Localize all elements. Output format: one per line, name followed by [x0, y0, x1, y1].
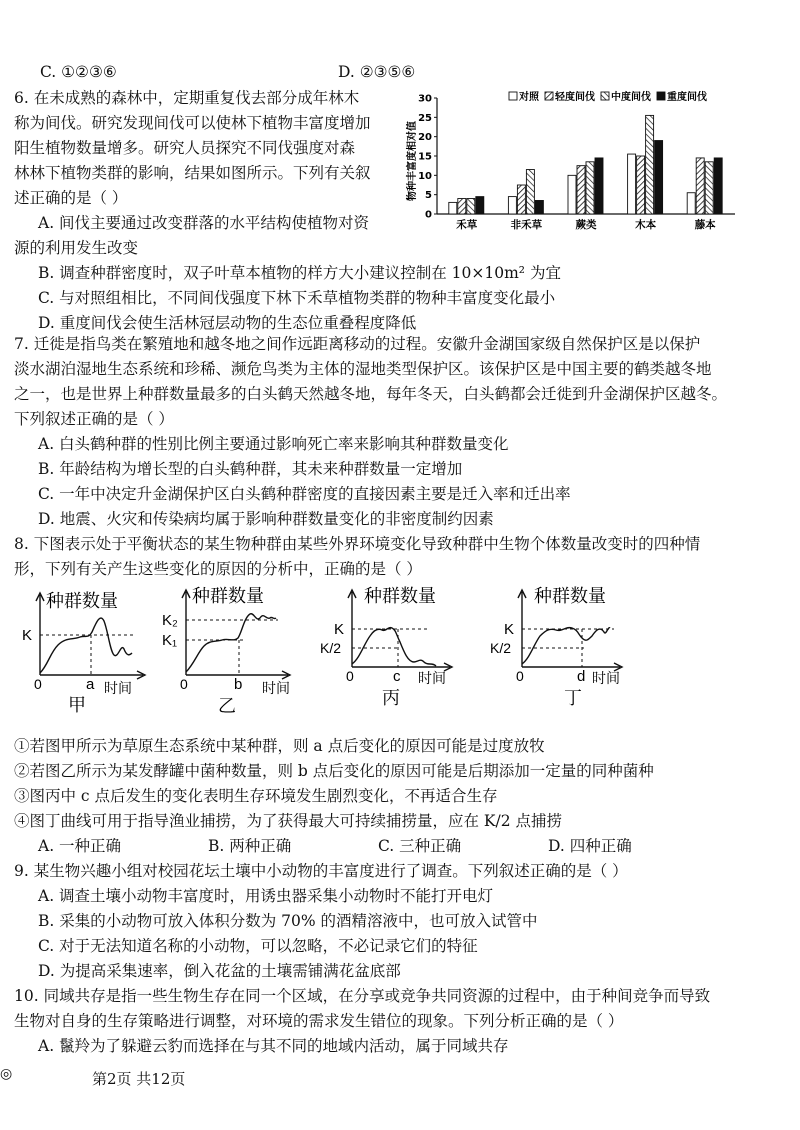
- q8-statement-1: ①若图甲所示为草原生态系统中某种群，则 a 点后变化的原因可能是过度放牧: [14, 737, 545, 755]
- graph-ding-name: 丁: [564, 688, 582, 709]
- q8-option-c: C. 三种正确: [378, 837, 462, 855]
- q6-stem-line: 6. 在未成熟的森林中，定期重复伐去部分成年林木: [14, 89, 360, 107]
- chart-ylabel: 物种丰富度相对值: [407, 121, 418, 201]
- graph-yi-title: 种群数量: [192, 586, 264, 607]
- chart-x-tick-label: 蕨类: [575, 219, 597, 231]
- chart-bar: [508, 197, 516, 214]
- chart-bar: [458, 199, 466, 214]
- chart-x-tick-label: 禾草: [456, 219, 478, 231]
- chart-bar: [655, 141, 663, 214]
- graph-bing-name: 丙: [382, 688, 400, 709]
- q10-stem-line: 生物对自身的生存策略进行调整，对环境的需求发生错位的现象。下列分析正确的是（ ）: [14, 1012, 624, 1030]
- q8-statement-3: ③图丙中 c 点后发生的变化表明生存环境发生剧烈变化，不再适合生存: [14, 787, 498, 805]
- chart-x-tick-label: 藤本: [694, 219, 716, 231]
- q8-stem-line: 8. 下图表示处于平衡状态的某生物种群由某些外界环境变化导致种群中生物个体数量改变时的四种情: [14, 535, 701, 553]
- graph-ding-khalf-label: K/2: [490, 640, 512, 656]
- chart-legend-label: 轻度间伐: [555, 92, 595, 103]
- q6-option-a-cont: 源的利用发生改变: [14, 239, 139, 257]
- q9-option-d: D. 为提高采集速率，倒入花盆的土壤需铺满花盆底部: [38, 962, 401, 980]
- graph-bing-k-label: K: [334, 621, 345, 638]
- graph-yi-k2-label: K₂: [162, 612, 178, 629]
- graph-ding-time-label: 时间: [592, 671, 620, 687]
- graph-yi: [158, 582, 308, 715]
- chart-bar: [705, 162, 713, 214]
- q10-option-a: A. 鬣羚为了躲避云豹而选择在与其不同的地域内活动，属于同域共存: [38, 1037, 509, 1055]
- chart-x-tick-label: 木本: [635, 219, 657, 231]
- q6-option-c: C. 与对照组相比，不同间伐强度下林下禾草植物类群的物种丰富度变化最小: [38, 289, 556, 307]
- chart-bar: [517, 185, 525, 214]
- graph-jia: [18, 585, 168, 715]
- chart-bar: [646, 115, 654, 214]
- prev-option-c: C. ①②③⑥: [40, 63, 117, 81]
- q7-option-d: D. 地震、火灾和传染病均属于影响种群数量变化的非密度制约因素: [38, 510, 494, 528]
- graph-bing-origin: 0: [346, 668, 354, 684]
- graph-ding-origin: 0: [516, 668, 524, 684]
- graph-bing-title: 种群数量: [364, 586, 436, 607]
- chart-bar: [696, 158, 704, 214]
- q9-option-b: B. 采集的小动物可放入体积分数为 70% 的酒精溶液中，也可放入试管中: [38, 912, 538, 930]
- graph-jia-name: 甲: [68, 695, 86, 715]
- q7-option-b: B. 年龄结构为增长型的白头鹤种群，其未来种群数量一定增加: [38, 460, 463, 478]
- graph-jia-point-a: a: [86, 676, 95, 693]
- chart-bar: [586, 162, 594, 214]
- chart-bar: [535, 200, 543, 214]
- q9-option-a: A. 调查土壤小动物丰富度时，用诱虫器采集小动物时不能打开电灯: [38, 887, 494, 905]
- graph-yi-origin: 0: [180, 676, 188, 692]
- q10-stem-line: 10. 同域共存是指一些生物生存在同一个区域，在分享或竞争共同资源的过程中，由于种间竞争而导致: [14, 987, 711, 1005]
- chart-bar: [714, 158, 722, 214]
- chart-y-tick-label: 20: [418, 132, 432, 144]
- q8-statement-4: ④图丁曲线可用于指导渔业捕捞，为了获得最大可持续捕捞量，应在 K/2 点捕捞: [14, 812, 563, 830]
- chart-legend-swatch: [545, 92, 553, 100]
- q8-option-a: A. 一种正确: [38, 837, 122, 855]
- q7-stem-line: 7. 迁徙是指鸟类在繁殖地和越冬地之间作远距离移动的过程。安徽升金湖国家级自然保护区是以保护: [14, 335, 701, 353]
- q7-stem-line: 之一，也是世界上种群数量最多的白头鹤天然越冬地，每年冬天，白头鹤都会迁徙到升金湖保护区越冬。: [14, 385, 728, 403]
- q8-statement-2: ②若图乙所示为某发酵罐中菌种数量，则 b 点后变化的原因可能是后期添加一定量的同种菌种: [14, 762, 654, 780]
- q6-stem-line: 林林下植物类群的影响，结果如图所示。下列有关叙: [14, 164, 371, 182]
- chart-bar: [449, 202, 457, 214]
- chart-bar: [687, 193, 695, 214]
- page-footer: 第2页 共12页: [92, 1070, 186, 1088]
- q6-stem-line: 称为间伐。研究发现间伐可以使林下植物丰富度增加: [14, 114, 371, 132]
- species-richness-bar-chart: [405, 86, 745, 236]
- chart-x-tick-label: 非禾草: [510, 219, 543, 231]
- chart-y-tick-label: 5: [425, 190, 432, 202]
- binding-hole-mark: ◎: [0, 1066, 13, 1082]
- q9-option-c: C. 对于无法知道名称的小动物，可以忽略，不必记录它们的特征: [38, 937, 478, 955]
- chart-legend-label: 中度间伐: [611, 92, 651, 103]
- chart-bar: [568, 175, 576, 214]
- q7-stem-line: 下列叙述正确的是（ ）: [14, 410, 174, 428]
- q7-stem-line: 淡水湖泊湿地生态系统和珍稀、濒危鸟类为主体的湿地类型保护区。该保护区是中国主要的鹤类越冬地: [14, 360, 712, 378]
- chart-legend-label: 对照: [519, 92, 539, 103]
- chart-legend-label: 重度间伐: [667, 92, 707, 103]
- graph-ding-point-d: d: [577, 668, 586, 685]
- prev-option-d: D. ②③⑤⑥: [338, 63, 416, 81]
- graph-ding-title: 种群数量: [534, 586, 606, 607]
- chart-bar: [476, 197, 484, 214]
- graph-jia-origin: 0: [34, 676, 42, 692]
- q6-stem-line: 述正确的是（ ）: [14, 189, 128, 207]
- chart-y-tick-label: 25: [418, 112, 432, 124]
- chart-y-tick-label: 0: [425, 209, 432, 221]
- q6-option-b: B. 调查种群密度时，双子叶草本植物的样方大小建议控制在 10×10m² 为宜: [38, 264, 561, 282]
- graph-jia-k-label: K: [22, 627, 33, 644]
- chart-legend-swatch: [509, 92, 517, 100]
- graph-bing-khalf-label: K/2: [320, 640, 342, 656]
- graph-bing-time-label: 时间: [418, 671, 446, 687]
- graph-yi-name: 乙: [218, 696, 236, 715]
- chart-y-tick-label: 15: [418, 151, 432, 163]
- graph-ding: [484, 582, 634, 712]
- graph-yi-k1-label: K₁: [162, 632, 178, 649]
- graph-ding-k-label: K: [504, 621, 515, 638]
- chart-y-tick-label: 10: [418, 170, 432, 182]
- chart-y-tick-label: 30: [418, 93, 432, 105]
- q7-option-c: C. 一年中决定升金湖保护区白头鹤种群密度的直接因素主要是迁入率和迁出率: [38, 485, 571, 503]
- q6-option-a: A. 间伐主要通过改变群落的水平结构使植物对资: [38, 214, 370, 232]
- q9-stem: 9. 某生物兴趣小组对校园花坛土壤中小动物的丰富度进行了调查。下列叙述正确的是（ ）: [14, 862, 628, 880]
- graph-bing: [318, 582, 468, 712]
- chart-bar: [628, 154, 636, 214]
- q8-option-b: B. 两种正确: [208, 837, 292, 855]
- chart-legend-swatch: [657, 92, 665, 100]
- graph-jia-time-label: 时间: [104, 681, 132, 697]
- graph-yi-time-label: 时间: [262, 681, 290, 697]
- q8-stem-line: 形，下列有关产生这些变化的原因的分析中，正确的是（ ）: [14, 560, 422, 578]
- q8-option-d: D. 四种正确: [548, 837, 632, 855]
- chart-bar: [595, 158, 603, 214]
- chart-bar: [577, 166, 585, 214]
- chart-legend-swatch: [601, 92, 609, 100]
- graph-jia-title: 种群数量: [46, 591, 118, 612]
- graph-bing-point-c: c: [393, 668, 401, 685]
- q6-option-d: D. 重度间伐会使生活林冠层动物的生态位重叠程度降低: [38, 314, 417, 332]
- chart-bar: [467, 199, 475, 214]
- q7-option-a: A. 白头鹤种群的性别比例主要通过影响死亡率来影响其种群数量变化: [38, 435, 509, 453]
- chart-bar: [637, 156, 645, 214]
- q6-stem-line: 阳生植物数量增多。研究人员探究不同伐强度对森: [14, 139, 356, 157]
- chart-bar: [526, 170, 534, 214]
- graph-yi-point-b: b: [234, 676, 243, 693]
